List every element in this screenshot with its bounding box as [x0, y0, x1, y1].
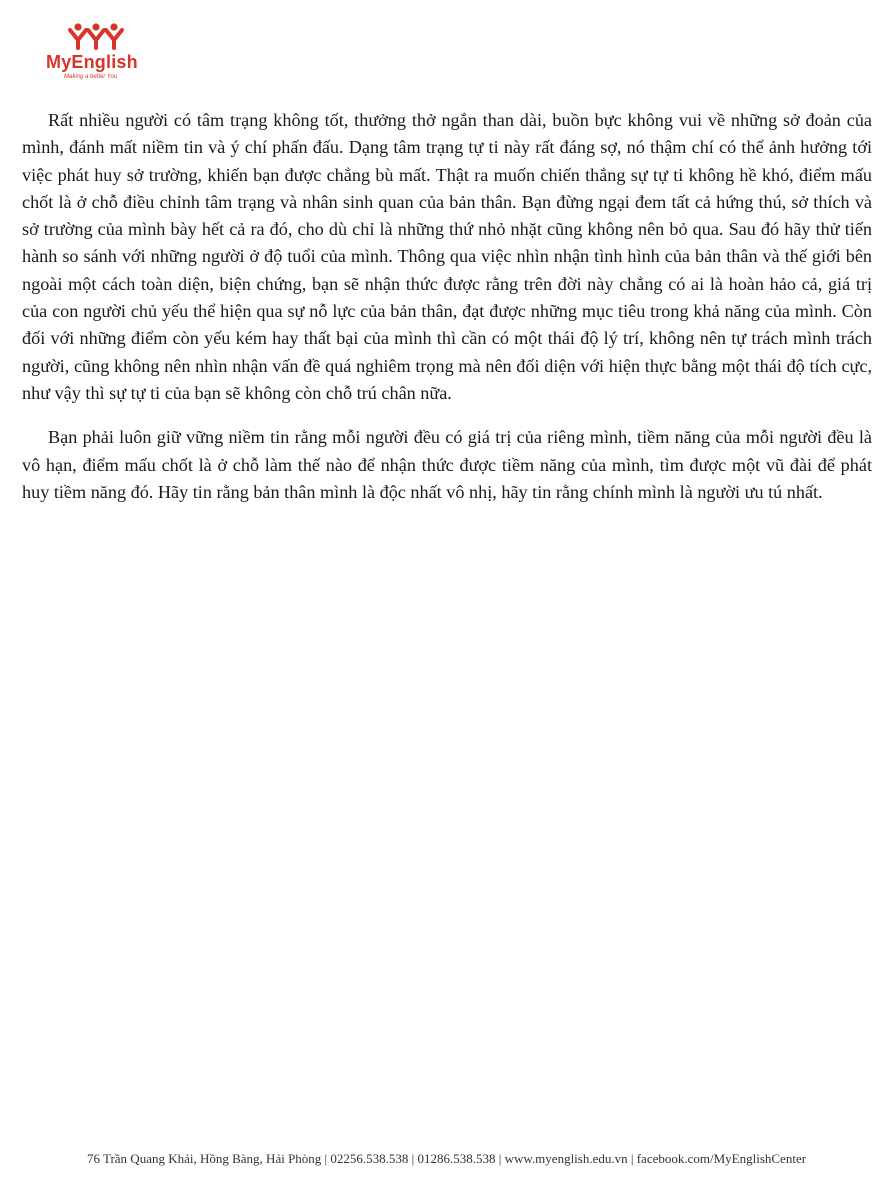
brand-logo [46, 22, 156, 86]
article-body [22, 107, 872, 523]
contact-footer: 76 Trần Quang Khải, Hồng Bàng, Hải Phòng | 02256.538.538 | 01286.538.538 | www.myenglish.edu.vn | facebook.com/MyEnglishCenter [86, 1151, 807, 1166]
paragraph: Rất nhiều người có tâm trạng không tốt, thưởng thở ngắn than dài, buồn bực không vui về những sở đoản của mình, đánh mất niềm tin và ý chí phấn đấu. Dạng tâm trạng tự ti này rất đáng sợ, nó thậm chí có thể ảnh hưởng tới việc phát huy sở trường, khiến bạn được chẳng bù mất. Thật ra muốn chiến thắng sự tự ti không hề khó, điểm mấu chốt là ở chỗ điều chỉnh tâm trạng và nhân sinh quan của bản thân. Bạn đừng ngại đem tất cả hứng thú, sở thích và sở trường của mình bày hết cả ra đó, cho dù chỉ là những thứ nhỏ nhặt cũng không nên bỏ qua. Sau đó hãy thử tiến hành so sánh với những người ở độ tuổi của mình. Thông qua việc nhìn nhận tình hình của bản thân và thế giới bên ngoài một cách toàn diện, biện chứng, bạn sẽ nhận thức được rằng trên đời này chẳng có ai là hoàn hảo cả, giá trị của con người chủ yếu thể hiện qua sự nỗ lực của bản thân, đạt được những mục tiêu trong khả năng của mình. Còn đối với những điểm còn yếu kém hay thất bại của mình thì cần có một thái độ lý trí, không nên tự trách mình trách người, cũng không nên nhìn nhận vấn đề quá nghiêm trọng mà nên đối diện với hiện thực bằng một thái độ tích cực, như vậy thì sự tự ti của bạn sẽ không còn chỗ trú chân nữa. [22, 110, 872, 403]
people-logo-icon [66, 22, 126, 50]
brand-name: MyEnglish [46, 52, 138, 72]
paragraph: Bạn phải luôn giữ vững niềm tin rằng mỗi người đều có giá trị của riêng mình, tiềm năng của mỗi người đều là vô hạn, điểm mấu chốt là ở chỗ làm thế nào để nhận thức được tiềm năng của mình, tìm được một vũ đài để phát huy tiềm năng đó. Hãy tin rằng bản thân mình là độc nhất vô nhị, hãy tin rằng chính mình là người ưu tú nhất. [22, 427, 872, 502]
brand-tagline: Making a better You [64, 74, 118, 80]
